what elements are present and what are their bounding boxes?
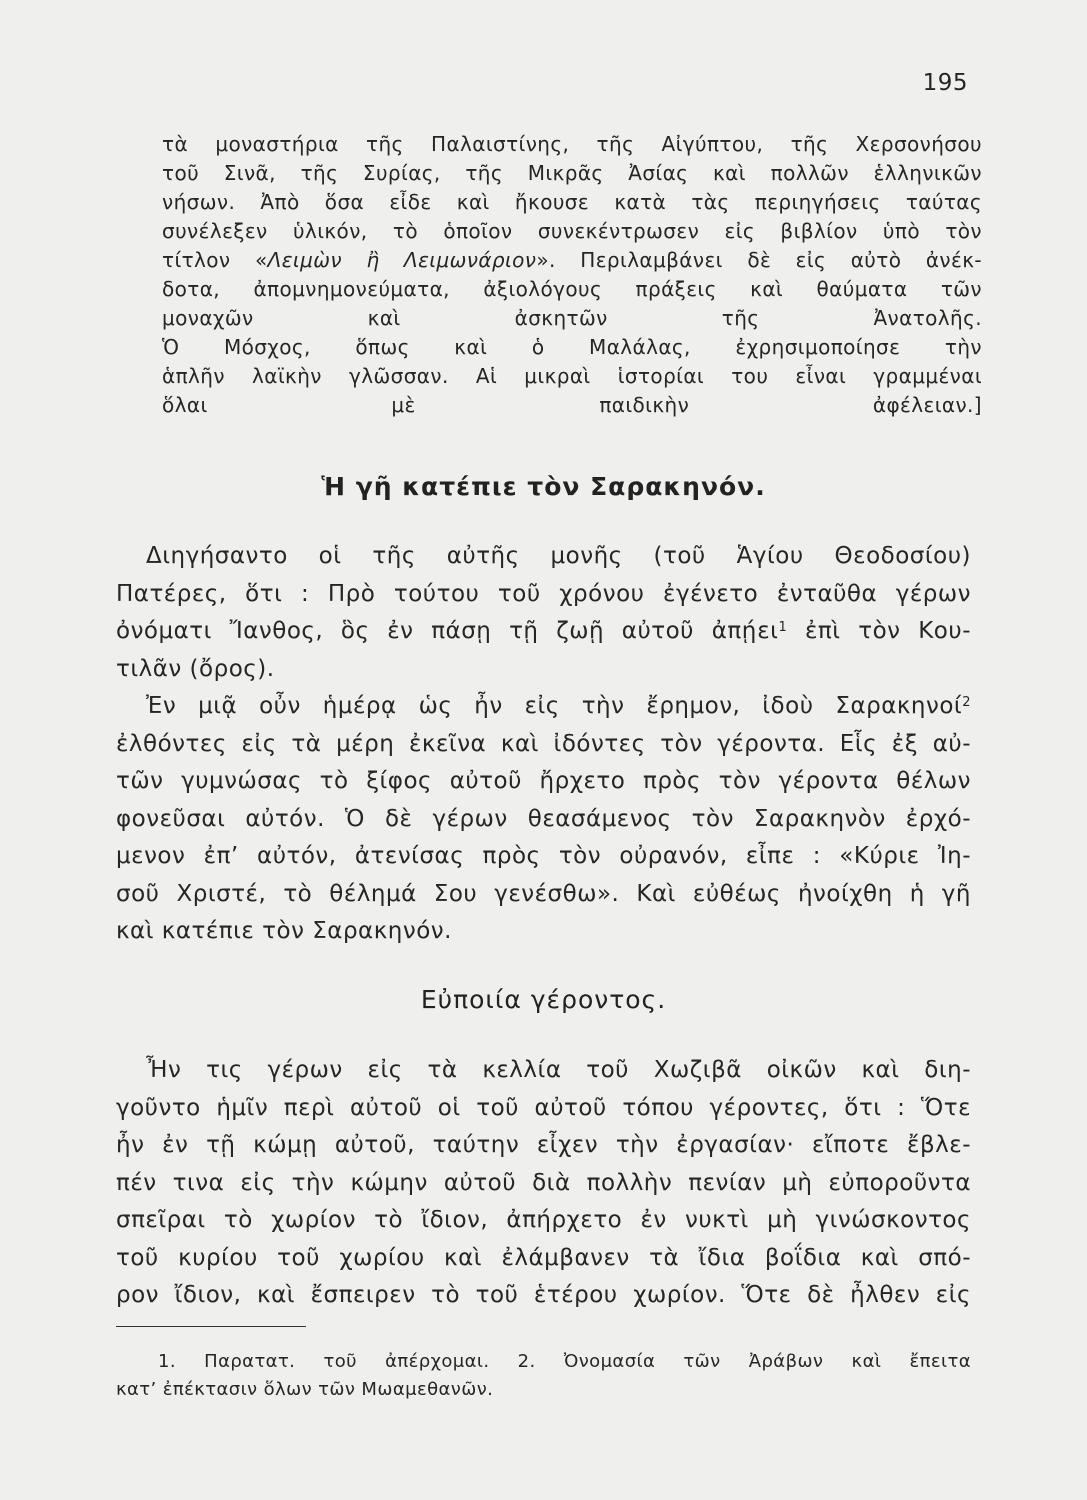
text-segment: Ἐν μιᾷ οὖν ἡμέρᾳ ὡς ἦν εἰς τὴν ἔρημον, ἰδοὺ Σαρακηνοί xyxy=(146,693,963,719)
intro-line: ἁπλῆν λαϊκὴν γλῶσσαν. Αἱ μικραὶ ἱστορίαι του εἶναι γραμμέναι xyxy=(162,364,982,388)
text-line: Πατέρες, ὅτι : Πρὸ τούτου τοῦ χρόνου ἐγένετο ἐνταῦθα γέρων xyxy=(116,580,971,607)
intro-line-title xyxy=(162,246,982,275)
footnote-line: 1. Παρατατ. τοῦ ἀπέρχομαι. 2. Ὀνομασία τῶν Ἀράβων καὶ ἔπειτα xyxy=(158,1351,971,1372)
intro-line: τὰ μοναστήρια τῆς Παλαιστίνης, τῆς Αἰγύπτου, τῆς Χερσονήσου xyxy=(162,132,982,156)
intro-paragraph-1 xyxy=(162,130,982,333)
story-1-title: Ἡ γῆ κατέπιε τὸν Σαρακηνόν. xyxy=(321,472,766,501)
text-line: σπεῖραι τὸ χωρίον τὸ ἴδιον, ἀπήρχετο ἐν νυκτὶ μὴ γινώσκοντος xyxy=(116,1207,971,1233)
intro-line: συνέλεξεν ὑλικόν, τὸ ὁποῖον συνεκέντρωσεν εἰς βιβλίον ὑπὸ τὸν xyxy=(162,219,982,243)
text-line: τοῦ κυρίου τοῦ χωρίου καὶ ἐλάμβανεν τὰ ἴδια βοΐδια καὶ σπό- xyxy=(116,1244,971,1271)
text-line: πέν τινα εἰς τὴν κώμην αὐτοῦ διὰ πολλὴν πενίαν μὴ εὐποροῦντα xyxy=(116,1169,971,1196)
text-line: ἦν ἐν τῇ κώμῃ αὐτοῦ, ταύτην εἶχεν τὴν ἐργασίαν· εἴποτε ἔβλε- xyxy=(116,1132,971,1158)
intro-line: νήσων. Ἀπὸ ὅσα εἶδε καὶ ἤκουσε κατὰ τὰς περιηγήσεις ταύτας xyxy=(162,190,982,214)
intro-line: μοναχῶν καὶ ἀσκητῶν τῆς Ἀνατολῆς. xyxy=(162,306,982,330)
story-1-body xyxy=(116,538,971,951)
story-2-body xyxy=(116,1052,971,1315)
story-2-title: Εὐποιία γέροντος. xyxy=(420,985,667,1014)
footnote-line: κατ’ ἐπέκτασιν ὅλων τῶν Μωαμεθανῶν. xyxy=(116,1379,494,1400)
intro-line: Ὁ Μόσχος, ὅπως καὶ ὁ Μαλάλας, ἐχρησιμοποίησε τὴν xyxy=(162,335,982,359)
text-line: σοῦ Χριστέ, τὸ θέλημά Σου γενέσθω». Καὶ εὐθέως ἠνοίχθη ἡ γῆ xyxy=(116,880,971,907)
intro-bracketed-note xyxy=(162,130,982,420)
footnote-divider xyxy=(116,1326,306,1327)
intro-line: τοῦ Σινᾶ, τῆς Συρίας, τῆς Μικρᾶς Ἀσίας καὶ πολλῶν ἑλληνικῶν xyxy=(162,161,982,185)
book-title: Λειμὼν ἢ Λειμωνάριον xyxy=(267,248,537,272)
text-segment: ὀνόματι Ἴανθος, ὃς ἐν πάσῃ τῇ ζωῇ αὐτοῦ ἀπῄει xyxy=(116,618,779,644)
footnote-ref-1: 1 xyxy=(778,620,788,635)
text-line: Διηγήσαντο οἱ τῆς αὐτῆς μονῆς (τοῦ Ἁγίου Θεοδοσίου) xyxy=(146,543,971,569)
intro-line-prefix: τίτλον « xyxy=(162,248,268,272)
text-line: τῶν γυμνώσας τὸ ξίφος αὐτοῦ ἤρχετο πρὸς τὸν γέροντα θέλων xyxy=(116,768,971,794)
text-line: γοῦντο ἡμῖν περὶ αὐτοῦ οἱ τοῦ αὐτοῦ τόπου γέροντες, ὅτι : Ὅτε xyxy=(116,1094,971,1121)
intro-paragraph-2 xyxy=(162,333,982,420)
text-line-with-footnote xyxy=(116,613,971,651)
text-line: Ἦν τις γέρων εἰς τὰ κελλία τοῦ Χωζιβᾶ οἰκῶν καὶ διη- xyxy=(146,1057,971,1083)
text-line-with-footnote xyxy=(116,688,971,726)
text-line: καὶ κατέπιε τὸν Σαρακηνόν. xyxy=(116,918,452,944)
text-line: ἐλθόντες εἰς τὰ μέρη ἐκεῖνα καὶ ἰδόντες τὸν γέροντα. Εἷς ἐξ αὐ- xyxy=(116,730,971,757)
intro-line-suffix: ». Περιλαμβάνει δὲ εἰς αὐτὸ ἀνέκ- xyxy=(536,248,983,272)
footnotes xyxy=(116,1348,971,1404)
footnote-ref-2: 2 xyxy=(962,695,971,710)
text-line: φονεῦσαι αὐτόν. Ὁ δὲ γέρων θεασάμενος τὸν Σαρακηνὸν ἐρχό- xyxy=(116,805,971,832)
text-segment: ἐπὶ τὸν Κου- xyxy=(804,618,971,644)
text-line: μενον ἐπ’ αὐτόν, ἀτενίσας πρὸς τὸν οὐρανόν, εἶπε : «Κύριε Ἰη- xyxy=(116,843,971,869)
text-line: τιλᾶν (ὄρος). xyxy=(116,655,275,682)
text-line: ρον ἴδιον, καὶ ἔσπειρεν τὸ τοῦ ἑτέρου χωρίον. Ὅτε δὲ ἦλθεν εἰς xyxy=(116,1282,971,1308)
intro-line: δοτα, ἀπομνημονεύματα, ἀξιολόγους πράξεις καὶ θαύματα τῶν xyxy=(162,277,982,301)
intro-line: ὅλαι μὲ παιδικὴν ἀφέλειαν.] xyxy=(162,393,982,417)
page-number: 195 xyxy=(922,70,968,96)
